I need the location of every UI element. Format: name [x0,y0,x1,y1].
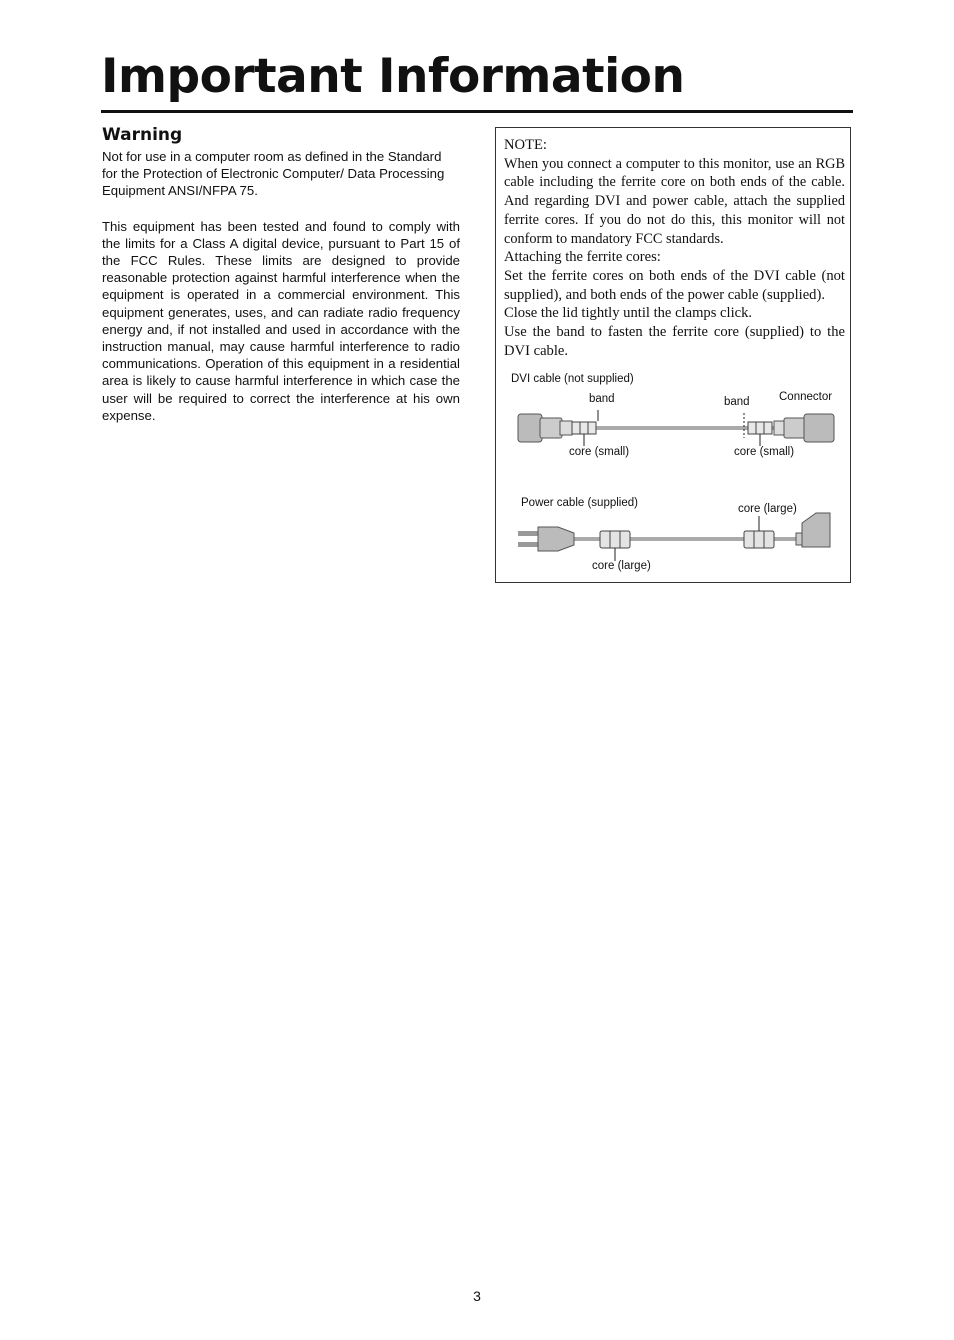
note-line-3: Close the lid tightly until the clamps click. [504,305,753,322]
warning-paragraph-1: Not for use in a computer room as defined in the Standard for the Protection of Electronic Computer/ Data Processing Equipment ANSI/NFPA 75. [102,149,445,199]
page-number: 3 [473,1288,481,1304]
note-line-4: Use the band to fasten the ferrite core (supplied) to the DVI cable. [504,324,845,359]
core-small-label-right: core (small) [734,446,795,458]
connector-label: Connector [779,391,833,403]
note-box [495,127,851,583]
dvi-cable-illustration [518,410,834,446]
note-attaching-heading: Attaching the ferrite cores: [504,249,661,266]
note-label: NOTE: [504,137,547,153]
ferrite-core-diagram [496,363,852,583]
warning-heading: Warning [102,125,183,145]
note-line-2: Set the ferrite cores on both ends of the DVI cable (not supplied), and both ends of the power cable (supplied). [504,267,845,303]
power-cable-illustration [518,513,830,561]
core-small-label-left: core (small) [569,446,630,458]
warning-paragraph-2: This equipment has been tested and found to comply with the limits for a Class A digital device, pursuant to Part 15 of the FCC Rules. These limits are designed to provide reasonable protection against harmful interference when the equipment is operated in a commercial environment. This equipment generates, uses, and can radiate radio frequency energy and, if not installed and used in accordance with the instruction manual, may cause harmful interference to radio communications. Operation of this equipment in a residential area is likely to cause harmful interference in which case the user will be required to correct the interference at his own expense. [102,218,460,423]
band-label-left: band [589,393,615,405]
note-line-1: When you connect a computer to this monitor, use an RGB cable including the ferrite core on both ends of the cable. And regarding DVI and power cable, attach the supplied ferrite cores. If you do not do this, this monitor will not conform to mandatory FCC standards. [504,155,845,247]
power-cable-label: Power cable (supplied) [521,497,638,509]
title-divider [101,110,853,113]
core-large-label-top: core (large) [738,503,797,515]
core-large-label-bottom: core (large) [592,560,651,572]
page-title: Important Information [101,49,685,104]
band-label-right: band [724,396,750,408]
warning-section [102,148,460,424]
note-text [504,136,845,360]
dvi-cable-label: DVI cable (not supplied) [511,373,634,385]
